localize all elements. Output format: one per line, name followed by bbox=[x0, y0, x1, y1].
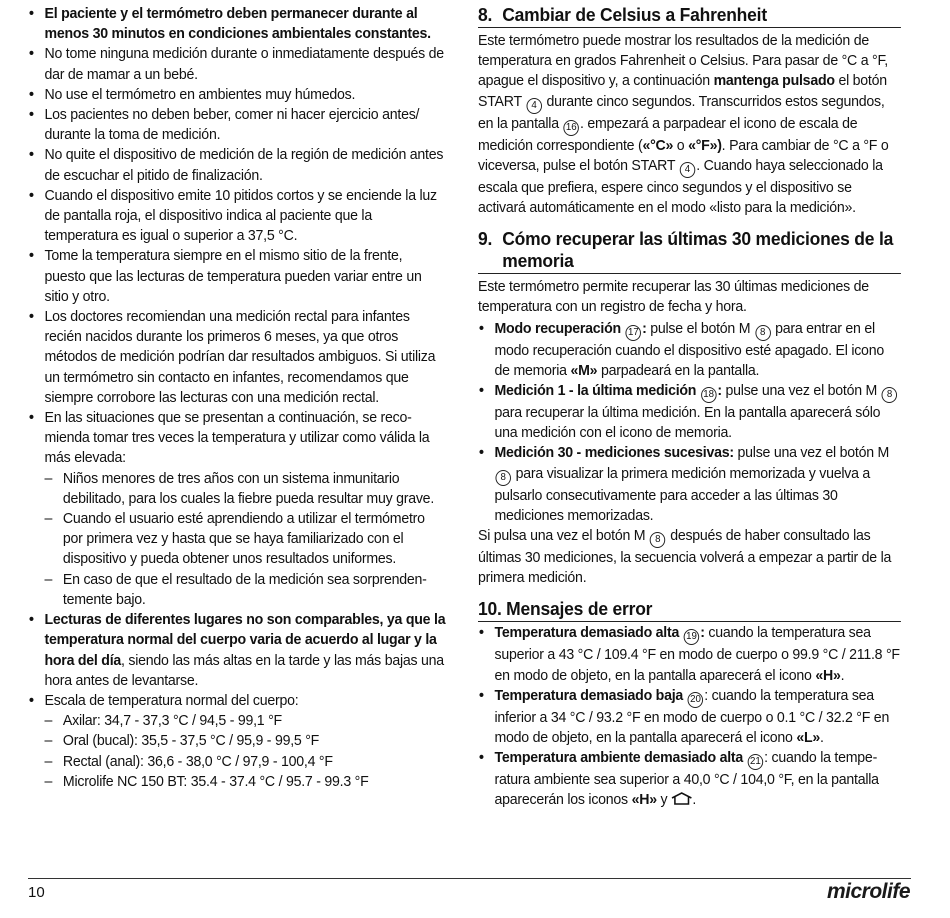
section-title: Cómo recuperar las últimas 30 mediciones de la memoria bbox=[502, 229, 894, 272]
page-number: 10 bbox=[28, 884, 45, 901]
bullet-list-item bbox=[478, 686, 901, 748]
bullet-list-item bbox=[28, 691, 447, 711]
bullet-list-item bbox=[28, 145, 447, 185]
reference-number-circle: 4 bbox=[680, 162, 696, 178]
text-run: Cuando el dispositivo emite 10 pitidos cortos y se enciende la luz de pantalla roja, el dispositivo indica al paciente que la temperatura es igual o superior a 37,5 °C. bbox=[44, 187, 437, 245]
text-run: y bbox=[656, 792, 672, 809]
text-run: , siendo las más altas en la tarde y las más bajas una hora antes de levantarse. bbox=[44, 652, 444, 689]
text-run: . empezará a parpadear el icono de escala de medición correspondiente ( bbox=[478, 115, 858, 154]
section-heading bbox=[478, 598, 901, 622]
text-run: después de haber consultado las últimas 30 mediciones, la secuencia volverá a empezar a partir de la primera medición. bbox=[478, 528, 892, 587]
bold-text: «L» bbox=[796, 730, 821, 747]
brand-logo: microlife bbox=[826, 880, 910, 903]
section-number: 8. bbox=[478, 5, 493, 25]
bold-text: mantenga pulsado bbox=[713, 73, 835, 90]
text-run: En las situaciones que se presentan a continuación, se reco-mienda tomar tres veces la temperatura y utilizar como válida la más elevada: bbox=[44, 410, 430, 467]
bold-text: : bbox=[642, 320, 647, 337]
text-run: . Para cambiar de °C a °F o viceversa, pulse el botón START bbox=[478, 137, 889, 174]
bullet-list-item bbox=[28, 307, 447, 408]
dash-list-item bbox=[28, 711, 447, 731]
section-bullet-list bbox=[478, 623, 901, 810]
reference-number-circle: 8 bbox=[495, 470, 511, 486]
bullet-list-item bbox=[28, 4, 447, 44]
reference-number-circle: 18 bbox=[701, 387, 717, 403]
dash-list-item bbox=[28, 469, 447, 509]
text-run: Axilar: 34,7 - 37,3 °C / 94,5 - 99,1 °F bbox=[62, 713, 282, 730]
text-run: No use el termómetro en ambientes muy húmedos. bbox=[44, 86, 356, 103]
section-10 bbox=[478, 598, 901, 810]
text-run: En caso de que el resultado de la medición sea sorprenden-temente bajo. bbox=[62, 571, 427, 608]
text-run: . Cuando haya seleccionado la escala que prefiera, espere cinco segundos y el dispositivo se activará automáticamente en el modo «listo para la medición». bbox=[478, 157, 883, 217]
bold-text: Temperatura demasiado alta bbox=[494, 625, 683, 642]
reference-number-circle: 8 bbox=[650, 532, 666, 548]
dash-list-item bbox=[28, 731, 447, 751]
bold-text: «°F») bbox=[688, 137, 722, 154]
text-run: . bbox=[840, 667, 845, 684]
left-column bbox=[28, 4, 447, 792]
text-run: Microlife NC 150 BT: 35.4 - 37.4 °C / 95.7 - 99.3 °F bbox=[62, 773, 369, 790]
text-run: Si pulsa una vez el botón M bbox=[478, 528, 650, 545]
bold-text: Temperatura ambiente demasiado alta bbox=[494, 750, 747, 767]
house-outline-icon bbox=[671, 792, 692, 805]
reference-number-circle: 8 bbox=[755, 325, 771, 341]
text-run: para recuperar la última medición. En la pantalla aparecerá sólo una medición con el icono de memoria. bbox=[494, 405, 881, 442]
text-run: Los doctores recomiendan una medición rectal para infantes recién nacidos durante los primeros 6 meses, ya que otros métodos de medición podrían dar resultados ambiguos. Si utiliza un termómetro sin contacto en infantes, recomendamos que siempre corrobore las lecturas con una medición rectal. bbox=[44, 309, 436, 406]
text-run: No tome ninguna medición durante o inmediatamente después de dar de mamar a un bebé. bbox=[44, 46, 444, 83]
section-bullet-list bbox=[478, 319, 901, 526]
bullet-list-item bbox=[28, 186, 447, 247]
bullet-list-item bbox=[28, 105, 447, 145]
bold-text: «H» bbox=[815, 667, 841, 684]
reference-number-circle: 20 bbox=[688, 692, 704, 708]
section-paragraph bbox=[478, 31, 901, 218]
bullet-list-item bbox=[28, 44, 447, 84]
text-run: Tome la temperatura siempre en el mismo sitio de la frente, puesto que las lecturas de temperatura pueden variar entre un sitio y otro. bbox=[44, 248, 422, 305]
bullet-list-item bbox=[28, 408, 447, 469]
bold-text: Modo recuperación bbox=[494, 320, 625, 337]
dash-list-item bbox=[28, 752, 447, 772]
text-run: Este termómetro puede mostrar los resultados de la medición de temperatura en grados Fahrenheit o Celsius. Para pasar de °C a °F, apague el dispositivo y, a continuación bbox=[478, 33, 889, 90]
precautions-list bbox=[28, 4, 447, 792]
section-paragraph bbox=[478, 277, 901, 317]
bold-text: «M» bbox=[570, 362, 598, 379]
section-paragraph bbox=[478, 526, 901, 588]
right-column bbox=[478, 4, 901, 821]
bullet-list-item bbox=[28, 610, 447, 691]
text-run: para entrar en el modo recuperación cuando el dispositivo esté apagado. El icono de memoria bbox=[494, 320, 884, 379]
text-run: Cuando el usuario esté aprendiendo a utilizar el termómetro por primera vez y hasta que se haya familiarizado con el dispositivo y pueda obtener unos resultados uniformes. bbox=[62, 511, 425, 568]
reference-number-circle: 4 bbox=[526, 98, 542, 114]
text-run: . bbox=[692, 792, 697, 809]
text-run: cuando la temperatura sea superior a 43 °C / 109.4 °F en modo de cuerpo o 99.9 °C / 211.8 °F en modo de objeto, en la pantalla aparecerá el icono bbox=[494, 625, 900, 684]
bold-text: : bbox=[717, 383, 722, 400]
reference-number-circle: 21 bbox=[748, 754, 764, 770]
text-run: No quite el dispositivo de medición de la región de medición antes de escuchar el pitido de finalización. bbox=[44, 147, 444, 184]
dash-list-item bbox=[28, 570, 447, 610]
bold-text: «°C» bbox=[642, 137, 674, 154]
bold-text: Medición 1 - la última medición bbox=[494, 383, 700, 400]
bold-text: «H» bbox=[631, 792, 657, 809]
bullet-list-item bbox=[478, 623, 901, 685]
text-run: Niños menores de tres años con un sistema inmunitario debilitado, para los cuales la fiebre pueda resultar muy grave. bbox=[62, 470, 435, 507]
text-run: pulse una vez el botón M bbox=[721, 383, 881, 400]
section-number: 10. bbox=[478, 599, 502, 620]
section-heading bbox=[478, 228, 901, 274]
bullet-list-item bbox=[478, 381, 901, 443]
text-run: Este termómetro permite recuperar las 30 últimas mediciones de temperatura con un registro de fecha y hora. bbox=[478, 279, 869, 316]
section-9 bbox=[478, 228, 901, 588]
text-run: Rectal (anal): 36,6 - 38,0 °C / 97,9 - 100,4 °F bbox=[62, 753, 333, 770]
text-run: o bbox=[673, 137, 689, 154]
section-title: Cambiar de Celsius a Fahrenheit bbox=[502, 5, 767, 25]
bold-text: El paciente y el termómetro deben permanecer durante al menos 30 minutos en condiciones ambientales constantes. bbox=[44, 6, 431, 43]
reference-number-circle: 8 bbox=[882, 387, 898, 403]
text-run: . bbox=[820, 730, 824, 747]
text-run: : cuando la temperatura sea inferior a 34 °C / 93.2 °F en modo de cuerpo o 0.1 °C / 32.2 °F en modo de objeto, en la pantalla aparecerá el icono bbox=[494, 687, 890, 747]
section-8 bbox=[478, 4, 901, 218]
bullet-list-item bbox=[28, 246, 447, 307]
text-run: Escala de temperatura normal del cuerpo: bbox=[44, 692, 299, 709]
reference-number-circle: 17 bbox=[626, 325, 642, 341]
text-run: Oral (bucal): 35,5 - 37,5 °C / 95,9 - 99,5 °F bbox=[62, 733, 320, 750]
bold-text: Medición 30 - mediciones sucesivas: bbox=[494, 445, 734, 462]
bullet-list-item bbox=[28, 85, 447, 105]
text-run: pulse una vez el botón M bbox=[733, 445, 890, 462]
text-run: parpadeará en la pantalla. bbox=[597, 362, 760, 379]
bullet-list-item bbox=[478, 443, 901, 526]
text-run: Los pacientes no deben beber, comer ni hacer ejercicio antes/ durante la toma de medición. bbox=[44, 107, 420, 144]
section-heading bbox=[478, 4, 901, 28]
reference-number-circle: 19 bbox=[684, 629, 700, 645]
bullet-list-item bbox=[478, 319, 901, 381]
text-run: durante cinco segundos. Transcurridos estos segundos, en la pantalla bbox=[478, 93, 885, 132]
bold-text: : bbox=[700, 625, 705, 642]
dash-list-item bbox=[28, 509, 447, 570]
bold-text: Temperatura demasiado baja bbox=[494, 687, 687, 704]
text-run: el botón START bbox=[478, 73, 887, 110]
section-number: 9. bbox=[478, 229, 493, 250]
bullet-list-item bbox=[478, 748, 901, 810]
text-run: pulse el botón M bbox=[646, 320, 754, 337]
section-title: Mensajes de error bbox=[506, 599, 653, 620]
text-run: : cuando la tempe-ratura ambiente sea superior a 40,0 °C / 104,0 °F, en la pantalla aparecerán los iconos bbox=[494, 750, 879, 809]
footer-divider bbox=[28, 878, 911, 879]
text-run: para visualizar la primera medición memorizada y vuelva a pulsarlo consecutivamente para acceder a las últimas 30 mediciones memorizadas. bbox=[494, 465, 871, 524]
bold-text: Lecturas de diferentes lugares no son comparables, ya que la temperatura normal del cuerpo varia de acuerdo al lugar y la hora del día bbox=[44, 612, 446, 669]
reference-number-circle: 16 bbox=[563, 120, 579, 136]
dash-list-item bbox=[28, 772, 447, 792]
